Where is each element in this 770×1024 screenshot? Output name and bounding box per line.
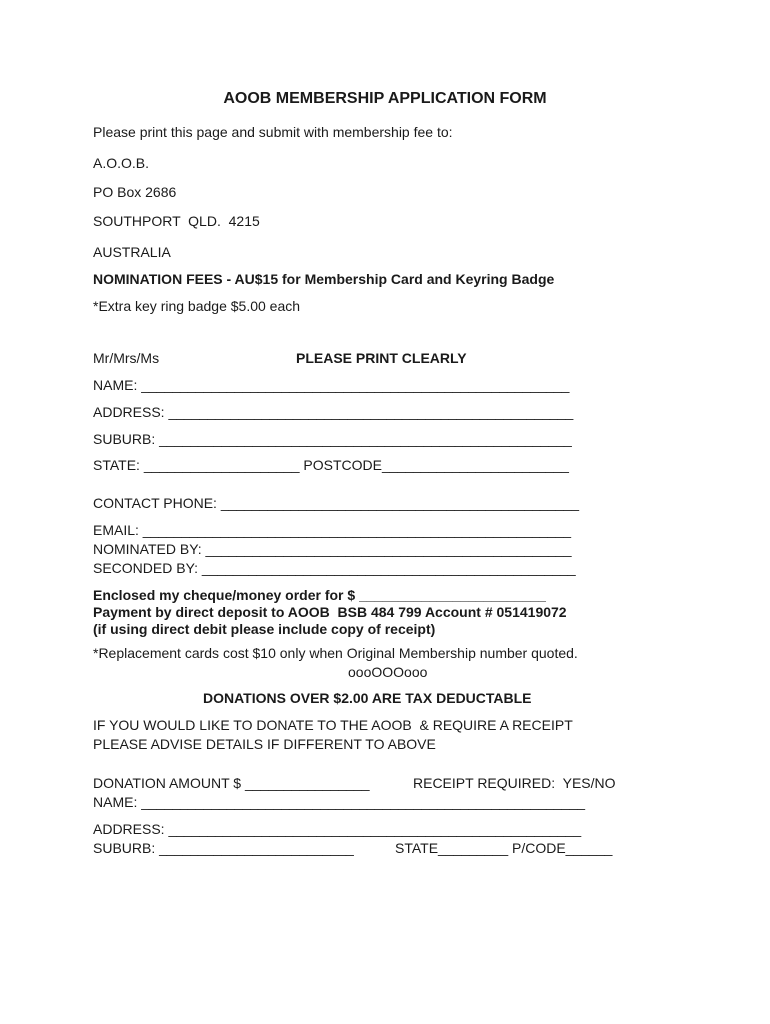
donation-amount-field[interactable]: DONATION AMOUNT $ ________________	[93, 775, 370, 791]
seconded-by-field[interactable]: SECONDED BY: ________________________________________________	[93, 560, 576, 576]
print-clearly-heading: PLEASE PRINT CLEARLY	[296, 350, 467, 366]
address-line-4: AUSTRALIA	[93, 244, 171, 260]
donor-address-field[interactable]: ADDRESS: _____________________________________________________	[93, 821, 582, 837]
donations-heading: DONATIONS OVER $2.00 ARE TAX DEDUCTABLE	[203, 690, 532, 706]
donation-intro-line-1: IF YOU WOULD LIKE TO DONATE TO THE AOOB & REQUIRE A RECEIPT	[93, 717, 573, 733]
contact-phone-field[interactable]: CONTACT PHONE: ______________________________________________	[93, 495, 579, 511]
divider-ornament: oooOOOooo	[348, 664, 428, 680]
address-line-1: A.O.O.B.	[93, 155, 150, 171]
suburb-field[interactable]: SUBURB: _____________________________________________________	[93, 431, 572, 447]
replacement-cards-note: *Replacement cards cost $10 only when Original Membership number quoted.	[93, 645, 578, 661]
extra-badge-fee: *Extra key ring badge $5.00 each	[93, 298, 301, 314]
address-field[interactable]: ADDRESS: ____________________________________________________	[93, 404, 574, 420]
form-title: AOOB MEMBERSHIP APPLICATION FORM	[223, 90, 547, 107]
name-field[interactable]: NAME: _______________________________________________________	[93, 377, 570, 393]
donor-suburb-field[interactable]: SUBURB: _________________________	[93, 840, 354, 856]
nominated-by-field[interactable]: NOMINATED BY: _______________________________________________	[93, 541, 572, 557]
state-postcode-field[interactable]: STATE: ____________________ POSTCODE________________________	[93, 457, 569, 473]
donation-intro-line-2: PLEASE ADVISE DETAILS IF DIFFERENT TO ABOVE	[93, 736, 436, 752]
direct-debit-note: (if using direct debit please include copy of receipt)	[93, 621, 436, 637]
donor-name-field[interactable]: NAME: _________________________________________________________	[93, 794, 586, 810]
receipt-required-field[interactable]: RECEIPT REQUIRED: YES/NO	[413, 775, 616, 791]
donor-state-pcode-field[interactable]: STATE_________ P/CODE______	[395, 840, 613, 856]
cheque-amount-field[interactable]: Enclosed my cheque/money order for $ ________________________	[93, 587, 546, 603]
intro-text: Please print this page and submit with membership fee to:	[93, 124, 453, 140]
address-line-2: PO Box 2686	[93, 184, 177, 200]
email-field[interactable]: EMAIL: _______________________________________________________	[93, 522, 572, 538]
salutation-label: Mr/Mrs/Ms	[93, 350, 160, 366]
address-line-3: SOUTHPORT QLD. 4215	[93, 213, 260, 229]
direct-deposit-details: Payment by direct deposit to AOOB BSB 484 799 Account # 051419072	[93, 604, 567, 620]
nomination-fees: NOMINATION FEES - AU$15 for Membership Card and Keyring Badge	[93, 271, 555, 287]
